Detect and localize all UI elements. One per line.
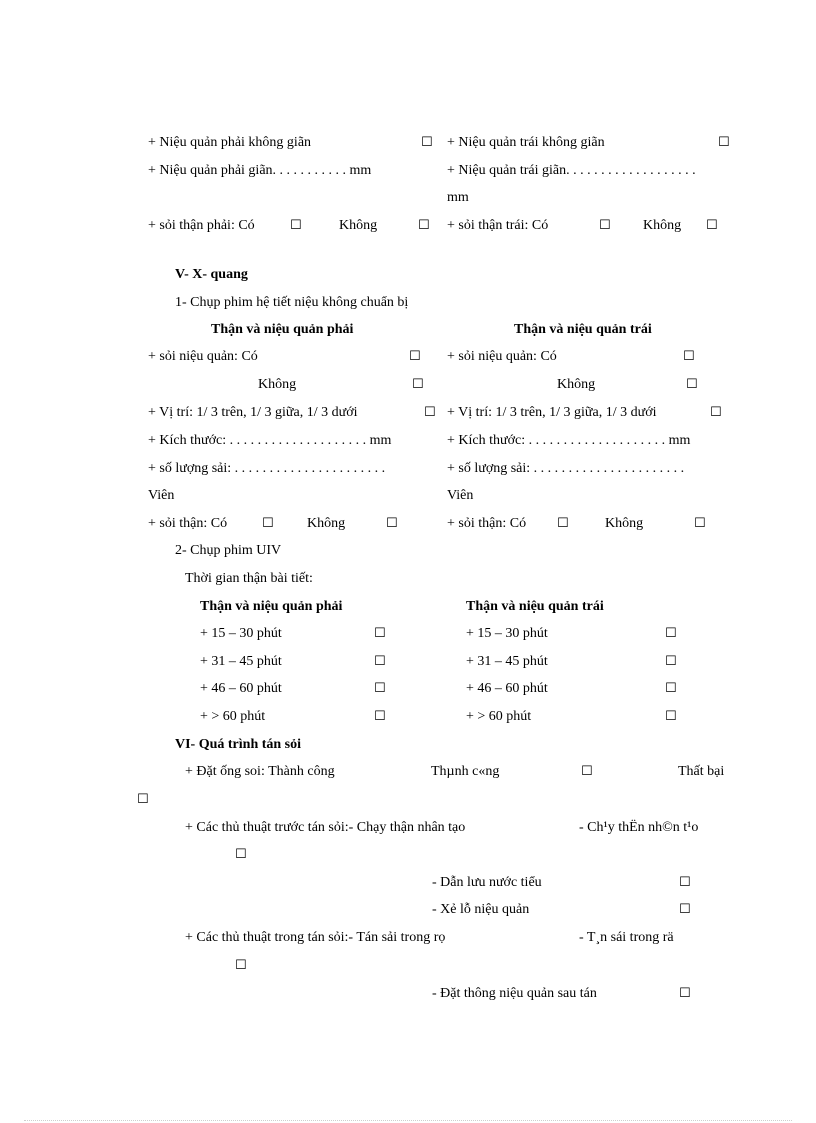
uiv-left-title: Thận và niệu quản trái xyxy=(466,599,604,614)
checkbox-icon[interactable]: ☐ xyxy=(412,377,424,392)
page-bottom-divider xyxy=(24,1120,792,1121)
checkbox-icon[interactable]: ☐ xyxy=(683,349,695,364)
left-kidney-stone-yes: + sỏi thận trái: Có xyxy=(447,218,549,233)
left-time-46-60: + 46 – 60 phút xyxy=(466,681,548,696)
left-ureter-dilated-unit: mm xyxy=(447,190,469,205)
right-kidney-stone-yes: + sỏi thận phải: Có xyxy=(148,218,255,233)
checkbox-icon[interactable]: ☐ xyxy=(599,218,611,233)
left-stone-count-unit: Viên xyxy=(447,488,474,503)
scope-placement-success: + Đặt ống soi: Thành công xyxy=(185,764,335,779)
left-time-31-45: + 31 – 45 phút xyxy=(466,654,548,669)
checkbox-icon[interactable]: ☐ xyxy=(686,377,698,392)
left-ureter-stone-yes: + sỏi niệu quản: Có xyxy=(447,349,557,364)
post-lithotripsy-stent-option: - Đặt thông niệu quản sau tán xyxy=(432,986,597,1001)
checkbox-icon[interactable]: ☐ xyxy=(424,405,436,420)
left-kidney-stone2-yes: + sỏi thận: Có xyxy=(447,516,527,531)
right-ureter-dilated: + Niệu quản phải giãn. . . . . . . . . . . mm xyxy=(148,163,372,178)
checkbox-icon[interactable]: ☐ xyxy=(665,709,677,724)
left-ureter-dilated: + Niệu quản trái giãn. . . . . . . . . . . . . . . . . . . xyxy=(447,163,696,178)
right-time-over-60: + > 60 phút xyxy=(200,709,266,724)
right-stone-count-unit: Viên xyxy=(148,488,175,503)
plain-xray-heading: 1- Chụp phim hệ tiết niệu không chuẩn bị xyxy=(175,295,409,310)
checkbox-icon[interactable]: ☐ xyxy=(374,709,386,724)
urine-drainage-option: - Dẫn lưu nước tiểu xyxy=(432,875,542,890)
left-time-15-30: + 15 – 30 phút xyxy=(466,626,548,641)
excretion-time-label: Thời gian thận bài tiết: xyxy=(185,571,313,586)
during-lithotripsy-basket-alt: - T¸n sái trong rä xyxy=(579,930,674,945)
checkbox-icon[interactable]: ☐ xyxy=(262,516,274,531)
checkbox-icon[interactable]: ☐ xyxy=(418,218,430,233)
uiv-right-title: Thận và niệu quản phải xyxy=(200,599,343,614)
left-stone-count: + số lượng sải: . . . . . . . . . . . . . . . . . . . . . . xyxy=(447,461,685,476)
right-kidney-stone2-yes: + sỏi thận: Có xyxy=(148,516,228,531)
ureteral-meatotomy-option: - Xẻ lỗ niệu quản xyxy=(432,902,530,917)
checkbox-icon[interactable]: ☐ xyxy=(386,516,398,531)
right-kidney-stone2-no: Không xyxy=(307,516,346,531)
right-time-46-60: + 46 – 60 phút xyxy=(200,681,282,696)
checkbox-icon[interactable]: ☐ xyxy=(290,218,302,233)
left-kidney-stone2-no: Không xyxy=(605,516,644,531)
scope-placement-fail: Thất bại xyxy=(678,764,725,779)
right-time-15-30: + 15 – 30 phút xyxy=(200,626,282,641)
checkbox-icon[interactable]: ☐ xyxy=(679,902,691,917)
checkbox-icon[interactable]: ☐ xyxy=(581,764,593,779)
right-stone-position: + Vị trí: 1/ 3 trên, 1/ 3 giữa, 1/ 3 dưới xyxy=(148,405,358,420)
left-ureter-stone-no: Không xyxy=(557,377,596,392)
left-stone-position: + Vị trí: 1/ 3 trên, 1/ 3 giữa, 1/ 3 dưới xyxy=(447,405,657,420)
right-ureter-stone-yes: + sỏi niệu quản: Có xyxy=(148,349,258,364)
scope-placement-success-alt: Thµnh c«ng xyxy=(431,764,500,779)
left-time-over-60: + > 60 phút xyxy=(466,709,532,724)
checkbox-icon[interactable]: ☐ xyxy=(374,626,386,641)
checkbox-icon[interactable]: ☐ xyxy=(706,218,718,233)
checkbox-icon[interactable]: ☐ xyxy=(235,958,247,973)
checkbox-icon[interactable]: ☐ xyxy=(557,516,569,531)
checkbox-icon[interactable]: ☐ xyxy=(694,516,706,531)
uiv-heading: 2- Chụp phim UIV xyxy=(175,543,282,558)
checkbox-icon[interactable]: ☐ xyxy=(374,681,386,696)
checkbox-icon[interactable]: ☐ xyxy=(665,626,677,641)
checkbox-icon[interactable]: ☐ xyxy=(374,654,386,669)
checkbox-icon[interactable]: ☐ xyxy=(235,847,247,862)
left-column-title: Thận và niệu quản trái xyxy=(514,322,652,337)
section-vi-title: VI- Quá trình tán sỏi xyxy=(175,737,302,752)
checkbox-icon[interactable]: ☐ xyxy=(710,405,722,420)
checkbox-icon[interactable]: ☐ xyxy=(679,875,691,890)
checkbox-icon[interactable]: ☐ xyxy=(421,135,433,150)
right-kidney-stone-no: Không xyxy=(339,218,378,233)
left-kidney-stone-no: Không xyxy=(643,218,682,233)
left-stone-size: + Kích thước: . . . . . . . . . . . . . . . . . . . . mm xyxy=(447,433,691,448)
pre-lithotripsy-dialysis-alt: - Ch¹y thËn nh©n t¹o xyxy=(579,820,699,835)
right-time-31-45: + 31 – 45 phút xyxy=(200,654,282,669)
right-ureter-stone-no: Không xyxy=(258,377,297,392)
checkbox-icon[interactable]: ☐ xyxy=(665,654,677,669)
checkbox-icon[interactable]: ☐ xyxy=(718,135,730,150)
left-ureter-not-dilated: + Niệu quản trái không giãn xyxy=(447,135,605,150)
right-stone-size: + Kích thước: . . . . . . . . . . . . . . . . . . . . mm xyxy=(148,433,392,448)
checkbox-icon[interactable]: ☐ xyxy=(137,792,149,807)
right-ureter-not-dilated: + Niệu quản phải không giãn xyxy=(148,135,312,150)
pre-lithotripsy-procedures: + Các thủ thuật trước tán sỏi:- Chạy thận nhân tạo xyxy=(185,820,466,835)
right-column-title: Thận và niệu quản phải xyxy=(211,322,354,337)
during-lithotripsy-procedures: + Các thủ thuật trong tán sỏi:- Tán sải trong rọ xyxy=(185,930,446,945)
section-v-title: V- X- quang xyxy=(175,267,248,282)
checkbox-icon[interactable]: ☐ xyxy=(679,986,691,1001)
right-stone-count: + số lượng sải: . . . . . . . . . . . . . . . . . . . . . . xyxy=(148,461,386,476)
checkbox-icon[interactable]: ☐ xyxy=(409,349,421,364)
checkbox-icon[interactable]: ☐ xyxy=(665,681,677,696)
